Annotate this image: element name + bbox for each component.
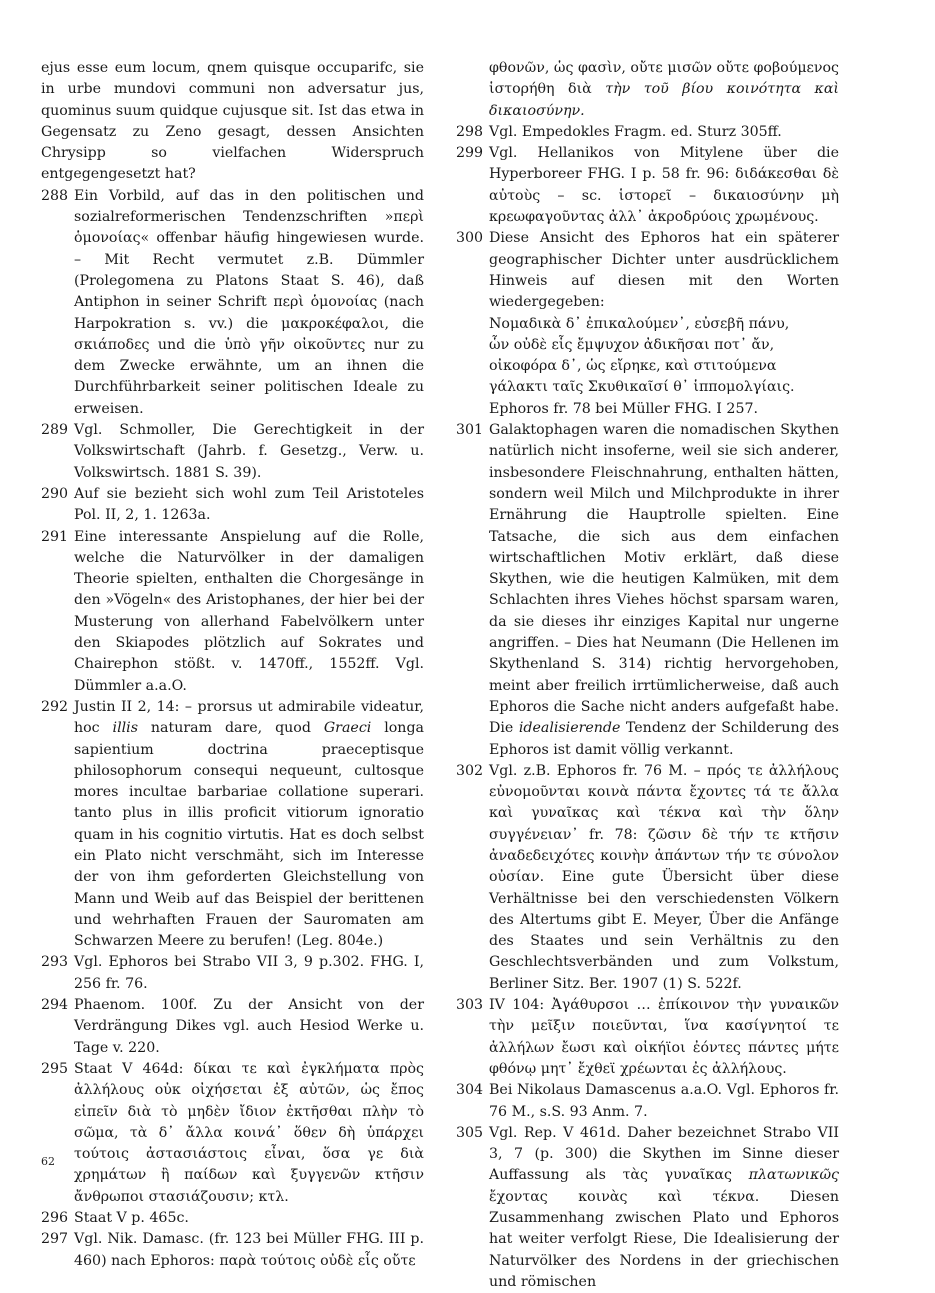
footnote-301 — [456, 420, 839, 761]
footnote-304 — [456, 1080, 839, 1123]
footnote-number: 293 — [41, 954, 69, 971]
footnote-italic: πλατωνικῶς — [748, 1167, 839, 1184]
continuation-plain: φθονῶν, ὡς φασὶν, οὔτε μισῶν οὔτε φοβούμενος ἱστορήθη διὰ — [489, 60, 839, 98]
left-column — [41, 58, 424, 1272]
footnote-293 — [41, 952, 424, 995]
footnote-302 — [456, 761, 839, 995]
footnote-288 — [41, 186, 424, 420]
footnote-number: 304 — [456, 1082, 484, 1099]
footnote-text: ἔχοντας κοινὰς καὶ τέκνα. Diesen Zusammenhang zwischen Plato und Ephoros hat weiter verfolgt Riese, Die Idealisierung der Naturvölker des Nordens in der griechischen und römischen — [489, 1188, 839, 1290]
footnote-text: Diese Ansicht des Ephoros hat ein späterer geographischer Dichter unter ausdrücklichem Hinweis auf diesen mit den Worten wiedergegeben: — [489, 230, 839, 311]
footnote-305 — [456, 1123, 839, 1293]
footnote-number: 303 — [456, 997, 484, 1014]
footnote-text: Tendenz der Schilderung des Ephoros ist damit völlig verkannt. — [489, 720, 839, 758]
footnote-298 — [456, 122, 839, 143]
verse-line: ὧν οὐδὲ εἷς ἔμψυχον ἀδικῆσαι ποτ᾽ ἄν, — [489, 336, 775, 353]
footnote-number: 289 — [41, 422, 69, 439]
footnote-number: 295 — [41, 1060, 69, 1077]
footnote-303 — [456, 995, 839, 1080]
footnote-text: Vgl. Schmoller, Die Gerechtigkeit in der Volkswirtschaft (Jahrb. f. Gesetzg., Verw. u. Volkswirtsch. 1881 S. 39). — [74, 422, 424, 481]
footnote-text: Vgl. Empedokles Fragm. ed. Sturz 305ff. — [489, 123, 782, 140]
footnote-number: 296 — [41, 1210, 69, 1227]
footnote-text: Staat V 464d: δίκαι τε καὶ ἐγκλήματα πρὸς ἀλλήλους οὐκ οἰχήσεται ἐξ αὐτῶν, ὡς ἔπος εἰπεῖν διὰ τὸ μηδὲν ἴδιον ἐκτῆσθαι πλὴν τὸ σῶμα, τὰ δ᾽ ἄλλα κοινά᾽ ὅθεν δὴ ὑπάρχει τούτοις ἀστασιάστοις εἶναι, ὅσα γε διὰ χρημάτων ἢ παίδων καὶ ξυγγενῶν κτῆσιν ἄνθρωποι στασιάζουσιν; κτλ. — [74, 1060, 424, 1205]
footnote-text: Eine interessante Anspielung auf die Rolle, welche die Naturvölker in der damaligen Theorie spielten, enthalten die Chorgesänge in den »Vögeln« des Aristophanes, der hier bei der Musterung von allerhand Fabelvölkern unter den Skiapodes plötzlich auf Sokrates und Chairephon stößt. v. 1470ff., 1552ff. Vgl. Dümmler a.a.O. — [74, 528, 424, 694]
footnote-297 — [41, 1229, 424, 1272]
footnote-text: Vgl. Ephoros bei Strabo VII 3, 9 p.302. FHG. I, 256 fr. 76. — [74, 954, 424, 992]
page-number: 62 — [41, 1155, 55, 1168]
verse-line: οἰκοφόρα δ᾽, ὡς εἴρηκε, καὶ στιτούμενα — [489, 358, 777, 375]
footnote-text: Vgl. Hellanikos von Mitylene über die Hyperboreer FHG. I p. 58 fr. 96: διδάκεσθαι δὲ αὐτοὺς – sc. ἱστορεῖ – δικαιοσύνην μὴ κρεωφαγοῦντας ἀλλ᾽ ἀκροδρύοις χρωμένους. — [489, 145, 839, 226]
footnote-number: 305 — [456, 1124, 484, 1141]
right-column — [456, 58, 839, 1293]
footnote-291 — [41, 527, 424, 697]
footnote-text: Bei Nikolaus Damascenus a.a.O. Vgl. Ephoros fr. 76 M., s.S. 93 Anm. 7. — [489, 1082, 839, 1120]
footnote-text: Phaenom. 100f. Zu der Ansicht von der Verdrängung Dikes vgl. auch Hesiod Werke u. Tage v. 220. — [74, 997, 424, 1056]
footnote-text: Auf sie bezieht sich wohl zum Teil Aristoteles Pol. II, 2, 1. 1263a. — [74, 485, 424, 524]
footnote-number: 290 — [41, 485, 69, 502]
footnote-number: 291 — [41, 528, 69, 545]
footnote-italic: illis — [112, 720, 138, 737]
footnote-italic: idealisierende — [518, 720, 621, 737]
footnote-text: Vgl. Rep. V 461d. Daher bezeichnet Strabo VII 3, 7 (p. 300) die Skythen im Sinne dieser Auffassung als τὰς γυναῖκας — [489, 1124, 839, 1184]
verse-source: Ephoros fr. 78 bei Müller FHG. I 257. — [489, 400, 759, 417]
footnote-number: 298 — [456, 123, 484, 140]
footnote-300 — [456, 228, 839, 313]
footnote-text: naturam dare, quod — [137, 720, 324, 737]
continuation-text: ejus esse eum locum, qnem quisque occuparifc, sie in urbe mundovi communi non adversatur jus, quominus suum quidque cujusque sit. Ist das etwa in Gegensatz zu Zeno gesagt, dessen Ansichten Chrysipp so vielfachen Widerspruch entgegengesetzt hat? — [41, 60, 424, 183]
footnote-number: 292 — [41, 698, 69, 715]
footnote-text: Vgl. Nik. Damasc. (fr. 123 bei Müller FHG. III p. 460) nach Ephoros: παρὰ τούτοις οὐδὲ εἷς οὔτε — [74, 1231, 424, 1269]
footnote-295 — [41, 1059, 424, 1208]
footnote-292 — [41, 697, 424, 953]
footnote-294 — [41, 995, 424, 1059]
continuation-italic: τὴν τοῦ βίου κοινότητα καὶ δικαιοσύνην. — [489, 81, 839, 119]
footnote-text: longa sapientium doctrina praeceptisque philosophorum consequi nequeunt, cultosque mores incultae barbariae collatione superari. tanto plus in illis proficit vitiorum ignoratio quam in his cognitio virtutis. Hat es doch selbst ein Plato nicht verschmäht, sich im Interesse der von ihm geforderten Gleichstellung von Mann und Weib auf das Beispiel der berittenen und wehrhaften Frauen der Sauromaten am Schwarzen Meere zu berufen! (Leg. 804e.) — [74, 720, 424, 950]
footnote-number: 300 — [456, 230, 484, 247]
verse-quotation — [456, 314, 839, 420]
footnote-italic: Graeci — [323, 720, 372, 737]
footnote-296 — [41, 1208, 424, 1229]
footnote-number: 297 — [41, 1231, 69, 1248]
footnote-number: 288 — [41, 187, 69, 204]
footnote-number: 299 — [456, 145, 484, 162]
footnote-290 — [41, 484, 424, 527]
footnote-text: Justin II 2, 14: – prorsus ut admirabile videatur, hoc — [74, 698, 424, 737]
verse-line: Νομαδικὰ δ᾽ ἐπικαλούμεν᾽, εὐσεβῆ πάνυ, — [489, 315, 790, 332]
footnote-299 — [456, 143, 839, 228]
footnote-289 — [41, 420, 424, 484]
footnote-number: 301 — [456, 422, 484, 439]
footnote-text: Galaktophagen waren die nomadischen Skythen natürlich nicht insoferne, weil sie sich anderer, insbesondere Fleischnahrung, enthalten hätten, sondern weil Milch und Milchprodukte in ihrer Ernährung die Hauptrolle spielten. Eine Tatsache, die sich aus dem einfachen wirtschaftlichen Motiv erklärt, daß diese Skythen, wie die heutigen Kalmüken, mit dem Schlachten ihres Viehes höchst sparsam waren, da sie dieses ihr einziges Kapital nur ungerne angriffen. – Dies hat Neumann (Die Hellenen im Skythenland S. 314) richtig hervorgehoben, meint aber freilich irrtümlicherweise, daß auch Ephoros die Sache nicht anders aufgefaßt habe. Die — [489, 422, 839, 737]
footnote-text: Vgl. z.B. Ephoros fr. 76 M. – πρός τε ἀλλήλους εὐνομοῦνται κοινὰ πάντα ἔχοντες τά τε ἄλλα καὶ γυναῖκας καὶ τέκνα καὶ τὴν ὅλην συγγένειαν᾽ fr. 78: ζῶσιν δὲ τήν τε κτῆσιν ἀναδεδειχότες κοινὴν ἁπάντων τήν τε σύνολον οὐσίαν. Eine gute Übersicht über diese Verhältnisse bei den verschiedensten Völkern des Altertums gibt E. Meyer, Über die Anfänge des Staates und sein Verhältnis zu den Geschlechtsverbänden und zum Volkstum, Berliner Sitz. Ber. 1907 (1) S. 522f. — [489, 762, 839, 992]
footnote-text: Ein Vorbild, auf das in den politischen und sozialreformerischen Tendenzschriften »περὶ ὁμονοίας« offenbar häufig hingewiesen wurde. – Mit Recht vermutet z.B. Dümmler (Prolegomena zu Platons Staat S. 46), daß Antiphon in seiner Schrift περὶ ὁμονοίας (nach Harpokration s. vv.) die μακροκέφαλοι, die σκιάποδες und die ὑπὸ γῆν οἰκοῦντες nur zu dem Zwecke erwähnte, um an ihnen die Durchführbarkeit seiner politischen Ideale zu erweisen. — [74, 187, 424, 417]
verse-line: γάλακτι ταῖς Σκυθικαῖσί θ᾽ ἱππομολγίαις. — [489, 379, 795, 396]
footnote-text: Staat V p. 465c. — [74, 1210, 189, 1227]
footnote-number: 302 — [456, 762, 484, 779]
footnote-text: IV 104: Ἀγάθυρσοι … ἐπίκοινον τὴν γυναικῶν τὴν μεῖξιν ποιεῦνται, ἵνα κασίγνητοί τε ἀλλήλων ἔωσι καὶ οἰκήϊοι ἐόντες πάντες μήτε φθόνῳ μητ᾽ ἔχθεϊ χρέωνται ἐς ἀλλήλους. — [489, 997, 839, 1077]
footnote-number: 294 — [41, 997, 69, 1014]
continuation-text — [456, 58, 839, 122]
